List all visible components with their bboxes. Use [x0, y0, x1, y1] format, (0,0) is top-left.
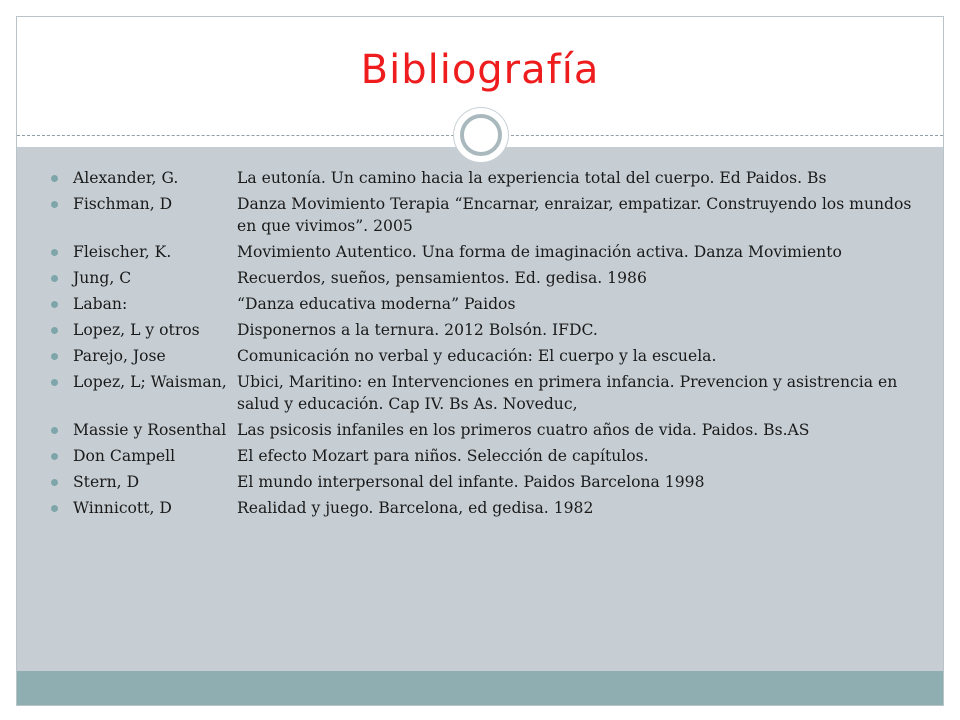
reference-author: Laban: [73, 295, 128, 313]
bullet-icon [51, 427, 58, 434]
list-item [51, 241, 931, 263]
bullet-icon [51, 379, 58, 386]
list-item [51, 167, 931, 189]
reference-author: Alexander, G. [73, 169, 179, 187]
reference-author: Don Campell [73, 447, 176, 465]
list-item [51, 267, 931, 289]
reference-text: Recuerdos, sueños, pensamientos. Ed. gedisa. 1986 [237, 269, 647, 287]
reference-text: Ubici, Maritino: en Intervenciones en primera infancia. Prevencion y asistrencia en salud y educación. Cap IV. Bs As. Noveduc, [237, 373, 898, 413]
bullet-icon [51, 353, 58, 360]
list-item [51, 419, 931, 441]
slide [16, 16, 944, 706]
reference-text: Comunicación no verbal y educación: El cuerpo y la escuela. [237, 347, 717, 365]
bullet-icon [51, 175, 58, 182]
bullet-icon [51, 249, 58, 256]
list-item [51, 319, 931, 341]
reference-author: Fischman, D [73, 195, 173, 213]
reference-author: Lopez, L y otros [73, 321, 200, 339]
decorative-ring-inner [460, 114, 502, 156]
reference-text: El mundo interpersonal del infante. Paidos Barcelona 1998 [237, 473, 705, 491]
list-item [51, 345, 931, 367]
reference-text: Disponernos a la ternura. 2012 Bolsón. IFDC. [237, 321, 598, 339]
bullet-icon [51, 479, 58, 486]
reference-author: Winnicott, D [73, 499, 172, 517]
reference-author: Lopez, L; Waisman, [73, 373, 227, 391]
reference-text: Danza Movimiento Terapia “Encarnar, enraizar, empatizar. Construyendo los mundos en que vivimos”. 2005 [237, 195, 912, 235]
reference-text: “Danza educativa moderna” Paidos [237, 295, 516, 313]
bottom-bar [17, 671, 943, 705]
list-item [51, 293, 931, 315]
reference-author: Massie y Rosenthal [73, 421, 227, 439]
bullet-icon [51, 275, 58, 282]
bibliography-list [51, 167, 931, 523]
list-item [51, 193, 931, 237]
list-item [51, 445, 931, 467]
reference-text: La eutonía. Un camino hacia la experiencia total del cuerpo. Ed Paidos. Bs [237, 169, 827, 187]
bullet-icon [51, 201, 58, 208]
reference-text: Las psicosis infaniles en los primeros cuatro años de vida. Paidos. Bs.AS [237, 421, 810, 439]
slide-title: Bibliografía [360, 47, 600, 93]
reference-author: Parejo, Jose [73, 347, 166, 365]
list-item [51, 497, 931, 519]
bullet-icon [51, 301, 58, 308]
reference-text: Realidad y juego. Barcelona, ed gedisa. 1982 [237, 499, 594, 517]
reference-text: El efecto Mozart para niños. Selección de capítulos. [237, 447, 649, 465]
list-item [51, 371, 931, 415]
bullet-icon [51, 327, 58, 334]
reference-text: Movimiento Autentico. Una forma de imaginación activa. Danza Movimiento [237, 243, 842, 261]
bullet-icon [51, 505, 58, 512]
reference-author: Jung, C [73, 269, 132, 287]
reference-author: Fleischer, K. [73, 243, 172, 261]
reference-author: Stern, D [73, 473, 140, 491]
bullet-icon [51, 453, 58, 460]
list-item [51, 471, 931, 493]
